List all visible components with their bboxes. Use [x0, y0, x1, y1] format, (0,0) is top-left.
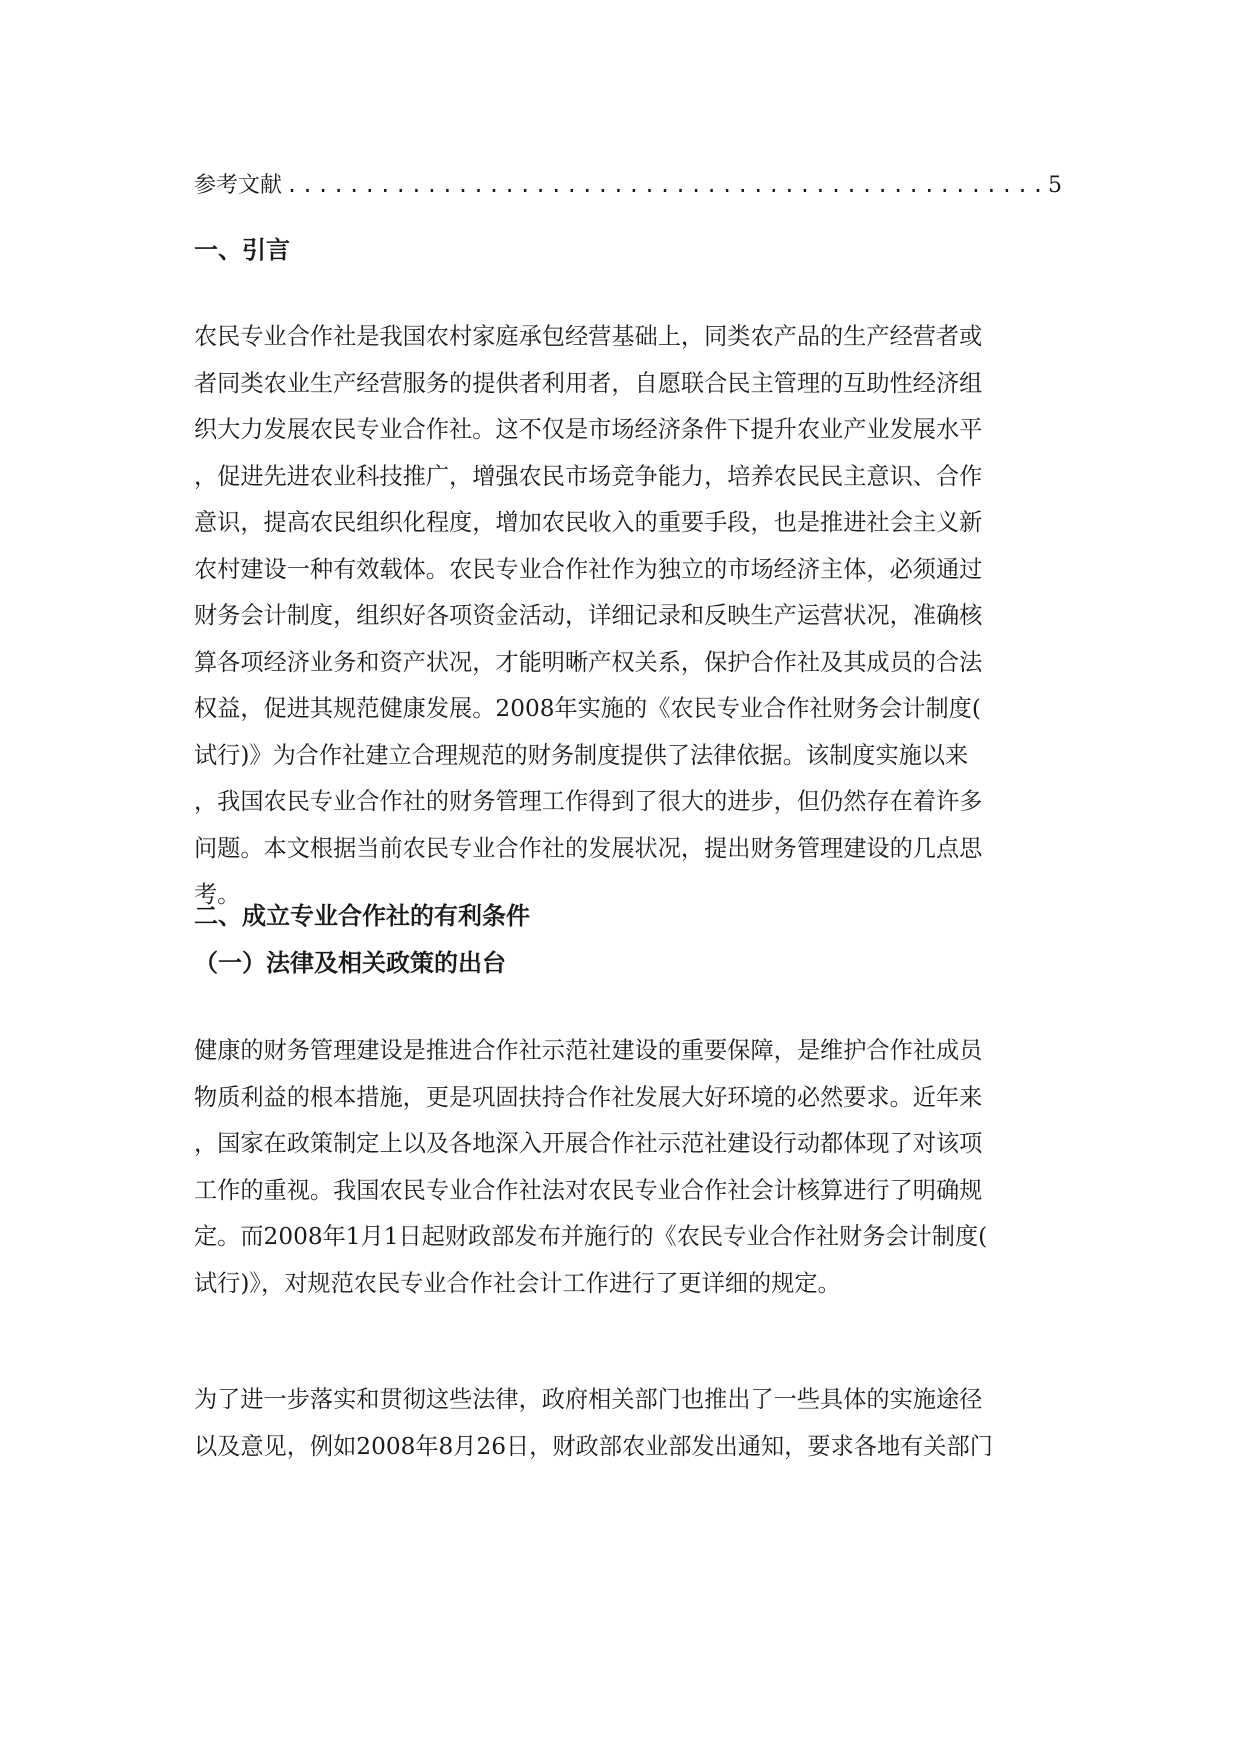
- paragraph-implementation: [194, 1377, 1062, 1470]
- heading-section-2: 二、成立专业合作社的有利条件: [194, 902, 530, 930]
- text-line: 权益，促进其规范健康发展。2008年实施的《农民专业合作社财务会计制度(: [194, 695, 981, 722]
- heading-introduction: 一、引言: [194, 236, 290, 264]
- text-line: 健康的财务管理建设是推进合作社示范社建设的重要保障，是维护合作社成员: [194, 1037, 983, 1064]
- text-line: 算各项经济业务和资产状况，才能明晰产权关系，保护合作社及其成员的合法: [194, 648, 983, 676]
- text-line: 意识，提高农民组织化程度，增加农民收入的重要手段，也是推进社会主义新: [194, 509, 983, 536]
- text-line: 工作的重视。我国农民专业合作社法对农民专业合作社会计核算进行了明确规: [194, 1176, 983, 1204]
- toc-entry-label: 参考文献: [194, 173, 283, 198]
- paragraph-introduction: [194, 314, 1062, 919]
- text-line: 定。而2008年1月1日起财政部发布并施行的《农民专业合作社财务会计制度(: [194, 1223, 988, 1250]
- text-line: 问题。本文根据当前农民专业合作社的发展状况，提出财务管理建设的几点思: [194, 834, 983, 862]
- text-line: 以及意见，例如2008年8月26日，财政部农业部发出通知，要求各地有关部门: [194, 1432, 993, 1460]
- text-line: 财务会计制度，组织好各项资金活动，详细记录和反映生产运营状况，准确核: [194, 602, 983, 629]
- text-line: 者同类农业生产经营服务的提供者利用者，自愿联合民主管理的互助性经济组: [194, 369, 983, 397]
- text-line: 考。: [194, 881, 241, 908]
- text-line: ，国家在政策制定上以及各地深入开展合作社示范社建设行动都体现了对该项: [194, 1130, 983, 1157]
- paragraph-policy: [194, 1028, 1062, 1307]
- text-line: 试行)》，对规范农民专业合作社会计工作进行了更详细的规定。: [194, 1269, 841, 1297]
- text-line: 为了进一步落实和贯彻这些法律，政府相关部门也推出了一些具体的实施途径: [194, 1386, 983, 1413]
- text-line: ，促进先进农业科技推广，增强农民市场竞争能力，培养农民民主意识、合作: [194, 462, 983, 490]
- text-line: 试行)》为合作社建立合理规范的财务制度提供了法律依据。该制度实施以来: [194, 741, 969, 769]
- text-line: 物质利益的根本措施，更是巩固扶持合作社发展大好环境的必然要求。近年来: [194, 1083, 983, 1111]
- heading-subsection-1: （一）法律及相关政策的出台: [194, 949, 506, 977]
- toc-leader-dots: [286, 170, 1044, 200]
- text-line: ，我国农民专业合作社的财务管理工作得到了很大的进步，但仍然存在着许多: [194, 788, 983, 815]
- text-line: 织大力发展农民专业合作社。这不仅是市场经济条件下提升农业产业发展水平: [194, 416, 983, 443]
- text-line: 农民专业合作社是我国农村家庭承包经营基础上，同类农产品的生产经营者或: [194, 323, 983, 350]
- toc-entry-page-number: 5: [1048, 173, 1062, 198]
- text-line: 农村建设一种有效载体。农民专业合作社作为独立的市场经济主体，必须通过: [194, 555, 983, 583]
- toc-entry-references[interactable]: [194, 170, 1062, 201]
